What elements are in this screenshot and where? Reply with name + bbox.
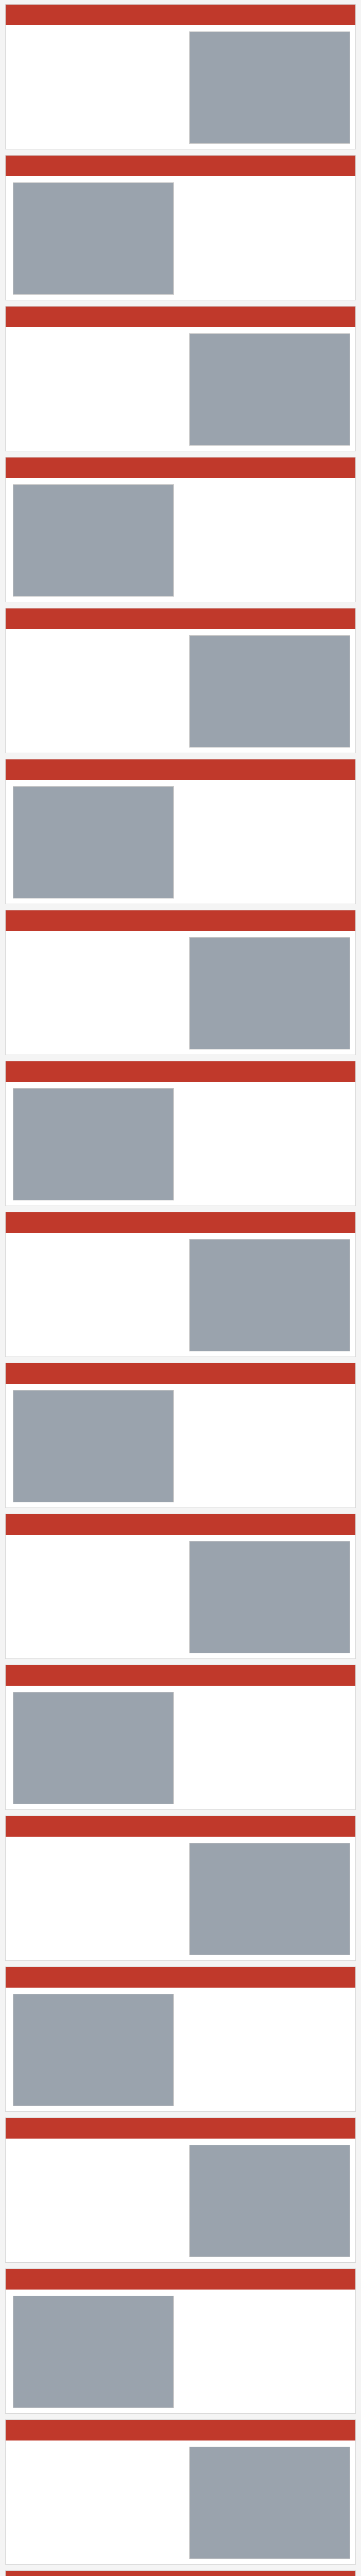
slide-3-photo: [189, 333, 350, 446]
slide-15-photo: [189, 2145, 350, 2257]
slide-7-photo: [189, 937, 350, 1049]
slide-7: [5, 910, 356, 1055]
slide-2-photo: [13, 182, 174, 295]
slide-8: [5, 1061, 356, 1206]
slide-9: [5, 1212, 356, 1357]
slide-14-photo: [13, 1994, 174, 2106]
slide-12: [5, 1665, 356, 1810]
slide-2-title: [6, 156, 356, 176]
slide-17-title: [6, 2420, 356, 2441]
slide-16: [5, 2268, 356, 2414]
slide-4: [5, 457, 356, 602]
slide-16-photo: [13, 2296, 174, 2408]
slide-6-title: [6, 759, 356, 780]
slide-11-title: [6, 1514, 356, 1535]
slide-8-photo: [13, 1088, 174, 1200]
slide-3: [5, 306, 356, 451]
slide-9-photo: [189, 1239, 350, 1351]
slide-8-title: [6, 1061, 356, 1082]
slide-10-photo: [13, 1390, 174, 1502]
slide-5-photo: [189, 635, 350, 748]
slide-14-title: [6, 1967, 356, 1988]
slide-6: [5, 759, 356, 904]
slide-3-title: [6, 307, 356, 327]
slide-13-photo: [189, 1843, 350, 1955]
slide-1-title: [6, 5, 356, 25]
slide-11: [5, 1514, 356, 1659]
slide-5: [5, 608, 356, 753]
slide-13-title: [6, 1816, 356, 1837]
slide-6-photo: [13, 786, 174, 899]
slide-4-title: [6, 457, 356, 478]
slide-5-title: [6, 608, 356, 629]
slide-9-title: [6, 1212, 356, 1233]
slide-1-photo: [189, 31, 350, 144]
slide-4-photo: [13, 484, 174, 597]
slide-10: [5, 1363, 356, 1508]
slide-18-title: [6, 2571, 356, 2576]
slide-7-title: [6, 910, 356, 931]
slide-11-photo: [189, 1541, 350, 1653]
slide-16-title: [6, 2269, 356, 2290]
slide-13: [5, 1816, 356, 1961]
slide-10-title: [6, 1363, 356, 1384]
slide-14: [5, 1967, 356, 2112]
slide-1: [5, 4, 356, 149]
slide-12-photo: [13, 1692, 174, 1804]
slide-17-photo: [189, 2447, 350, 2559]
slide-15-title: [6, 2118, 356, 2139]
slide-12-title: [6, 1665, 356, 1686]
slide-2: [5, 155, 356, 300]
slide-17: [5, 2419, 356, 2565]
slide-18: [5, 2570, 356, 2576]
slide-15: [5, 2117, 356, 2263]
